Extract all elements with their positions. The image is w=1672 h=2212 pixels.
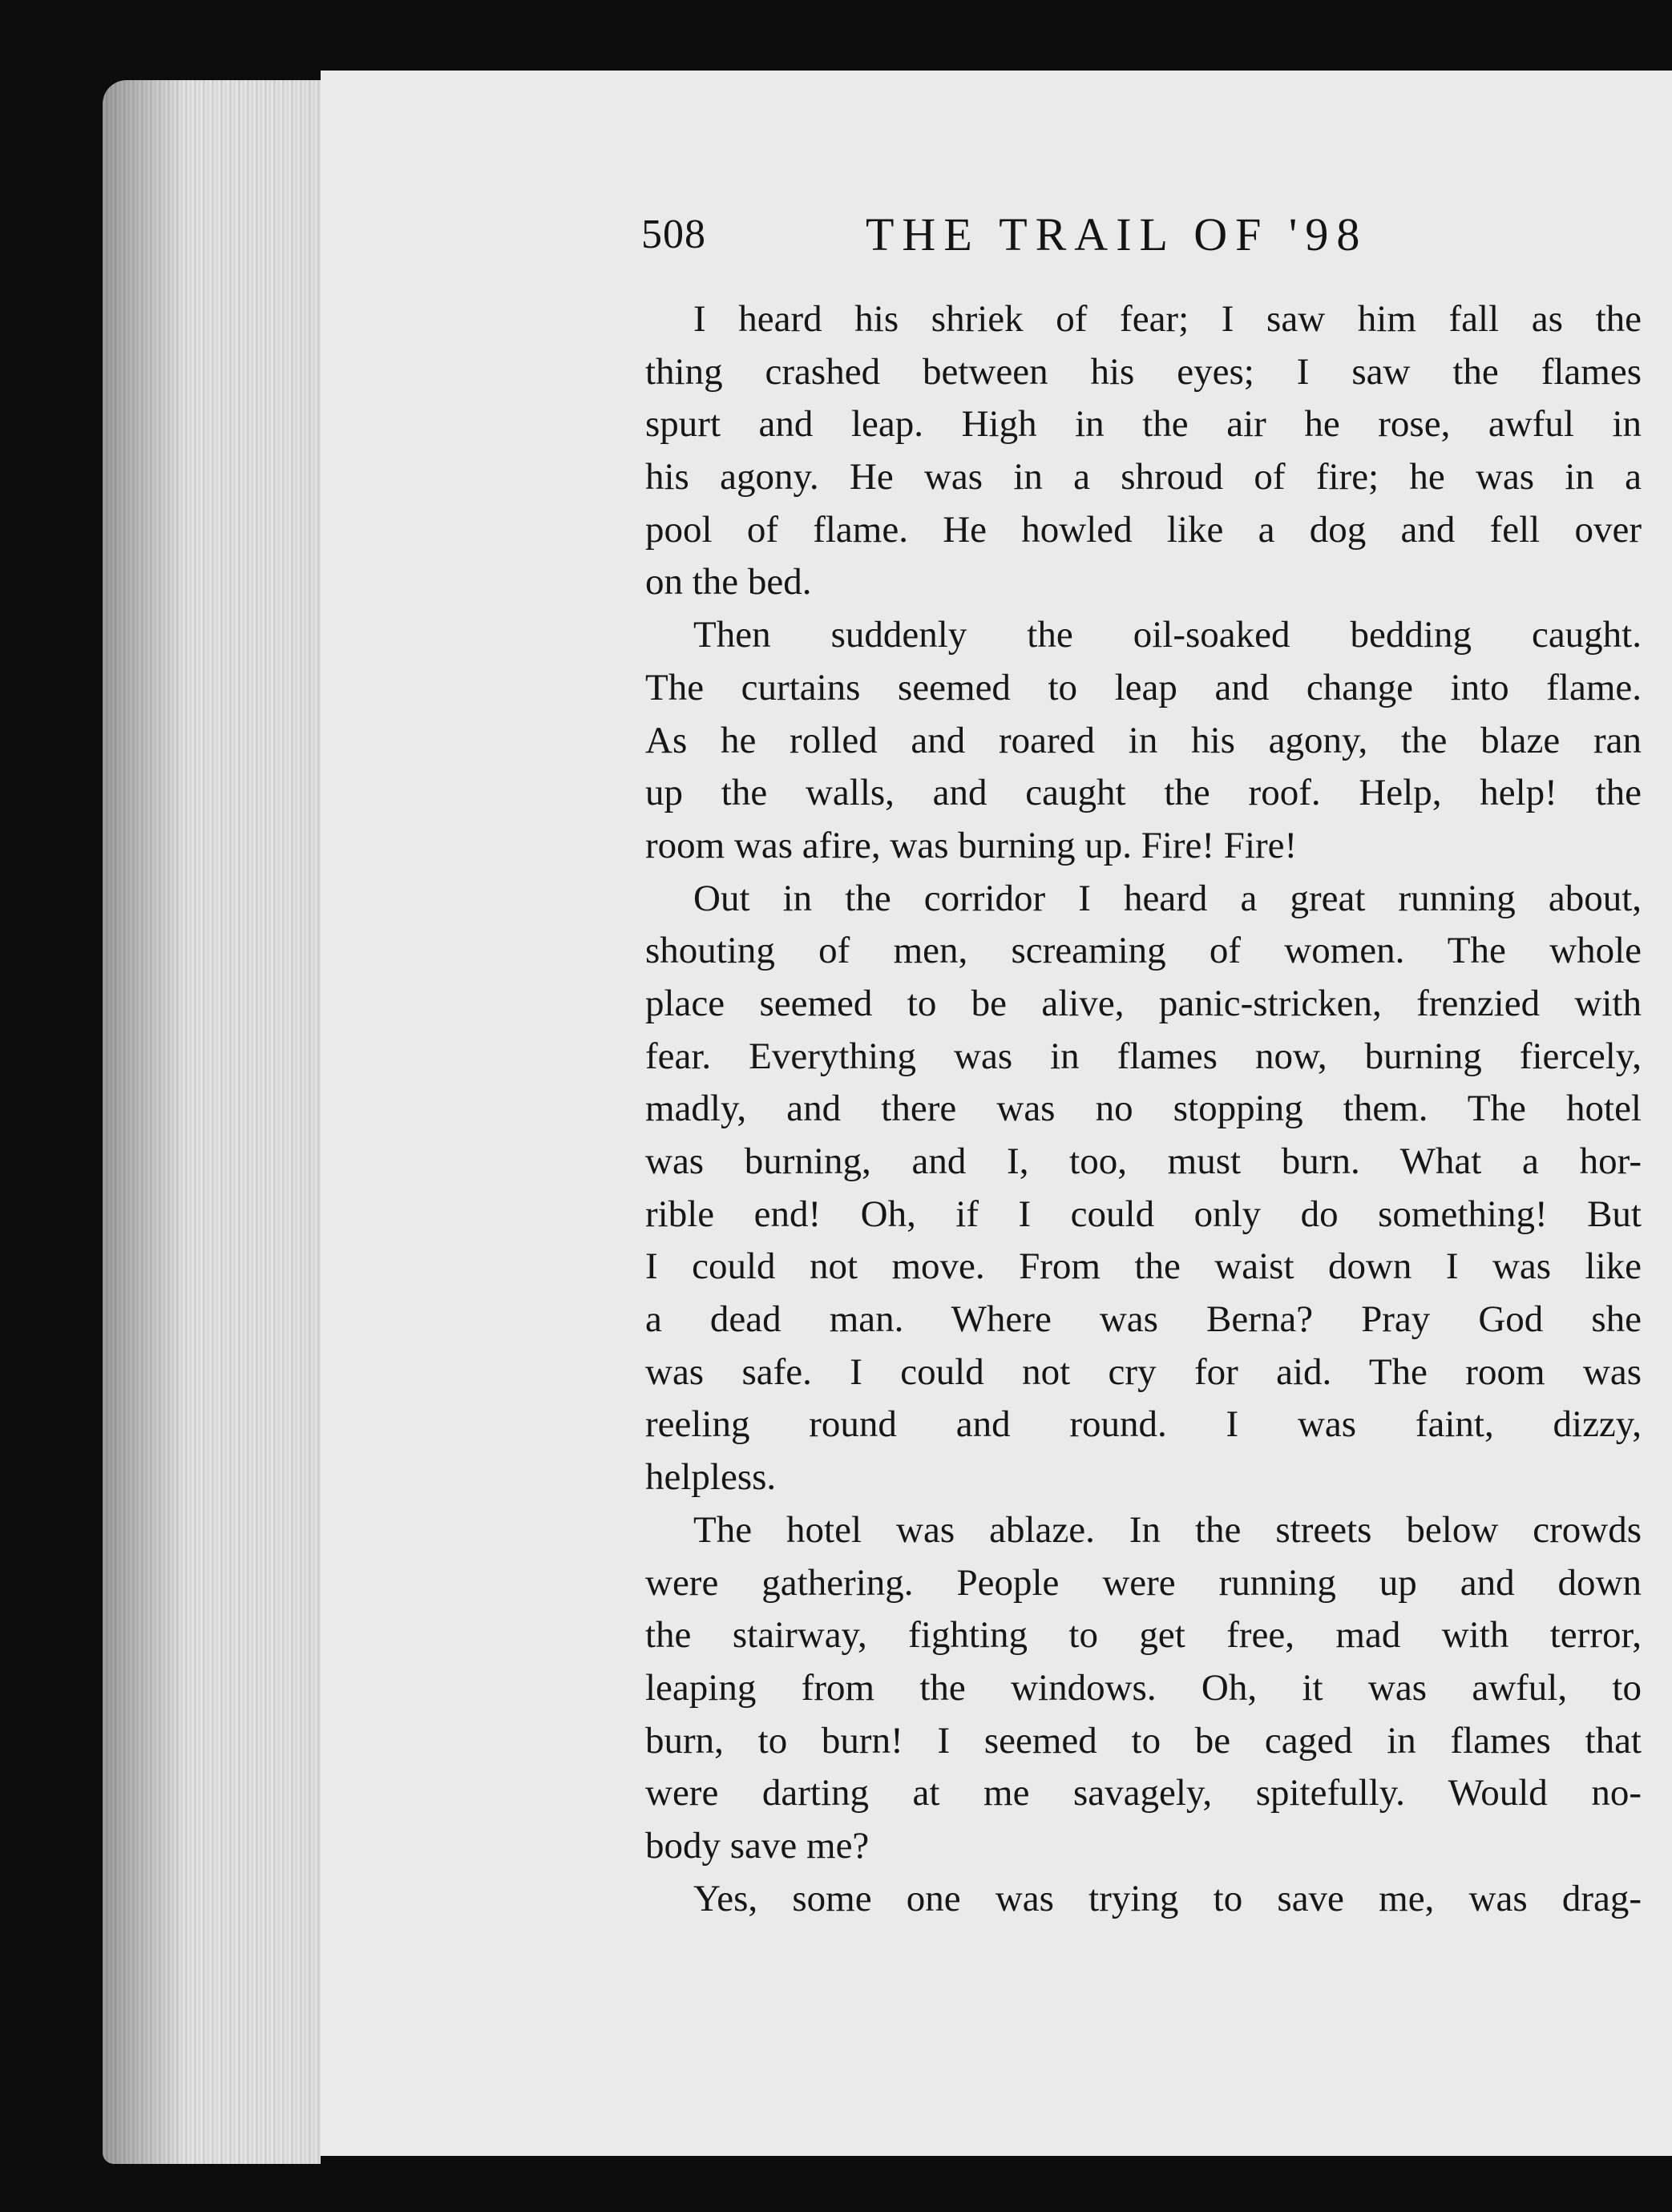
scan-bottom-edge xyxy=(321,2156,1672,2212)
text-line: The curtains seemed to leap and change into flame. xyxy=(645,666,1642,708)
text-line: I heard his shriek of fear; I saw him fall as the xyxy=(693,298,1642,340)
text-line: reeling round and round. I was faint, dizzy, xyxy=(645,1403,1642,1446)
text-line: fear. Everything was in flames now, burning fiercely, xyxy=(645,1035,1642,1077)
text-line: pool of flame. He howled like a dog and fell over xyxy=(645,508,1642,551)
text-line: leaping from the windows. Oh, it was awful, to xyxy=(645,1666,1642,1709)
text-line: I could not move. From the waist down I was like xyxy=(645,1245,1642,1288)
text-line: on the bed. xyxy=(645,561,812,603)
text-line: the stairway, fighting to get free, mad with terror, xyxy=(645,1614,1642,1657)
book-page-edges xyxy=(103,80,343,2164)
paragraph-2 xyxy=(645,609,1642,872)
text-line: body save me? xyxy=(645,1824,870,1867)
page-number: 508 xyxy=(641,212,706,257)
text-line: was burning, and I, too, must burn. What a hor- xyxy=(645,1140,1642,1182)
text-line: spurt and leap. High in the air he rose, awful in xyxy=(645,403,1642,446)
text-line: were darting at me savagely, spitefully. Would no- xyxy=(645,1772,1642,1814)
text-line: Yes, some one was trying to save me, was drag- xyxy=(693,1877,1642,1919)
paragraph-4 xyxy=(645,1504,1642,1873)
text-line: room was afire, was burning up. Fire! Fire! xyxy=(645,824,1298,866)
text-line: helpless. xyxy=(645,1456,777,1499)
body-text xyxy=(645,293,1642,1925)
text-line: The hotel was ablaze. In the streets below crowds xyxy=(693,1508,1642,1551)
running-head xyxy=(641,207,1635,263)
text-line: his agony. He was in a shroud of fire; he was in a xyxy=(645,456,1642,499)
text-line: thing crashed between his eyes; I saw the flames xyxy=(645,350,1642,393)
text-line: rible end! Oh, if I could only do something! But xyxy=(645,1193,1642,1235)
text-line: burn, to burn! I seemed to be caged in flames that xyxy=(645,1719,1642,1762)
paragraph-5 xyxy=(645,1873,1642,1926)
text-line: Out in the corridor I heard a great running about, xyxy=(693,877,1642,919)
running-title: THE TRAIL OF '98 xyxy=(866,208,1368,260)
paragraph-1 xyxy=(645,293,1642,609)
text-line: madly, and there was no stopping them. The hotel xyxy=(645,1088,1642,1130)
text-line: shouting of men, screaming of women. The whole xyxy=(645,930,1642,972)
text-line: a dead man. Where was Berna? Pray God she xyxy=(645,1298,1642,1341)
text-line: place seemed to be alive, panic-stricken, frenzied with xyxy=(645,982,1642,1024)
text-line: were gathering. People were running up and down xyxy=(645,1561,1642,1604)
text-line: was safe. I could not cry for aid. The room was xyxy=(645,1350,1642,1393)
text-line: As he rolled and roared in his agony, the blaze ran xyxy=(645,719,1642,761)
text-line: Then suddenly the oil-soaked bedding caught. xyxy=(693,614,1642,656)
paragraph-3 xyxy=(645,873,1642,1504)
text-line: up the walls, and caught the roof. Help, help! the xyxy=(645,772,1642,814)
